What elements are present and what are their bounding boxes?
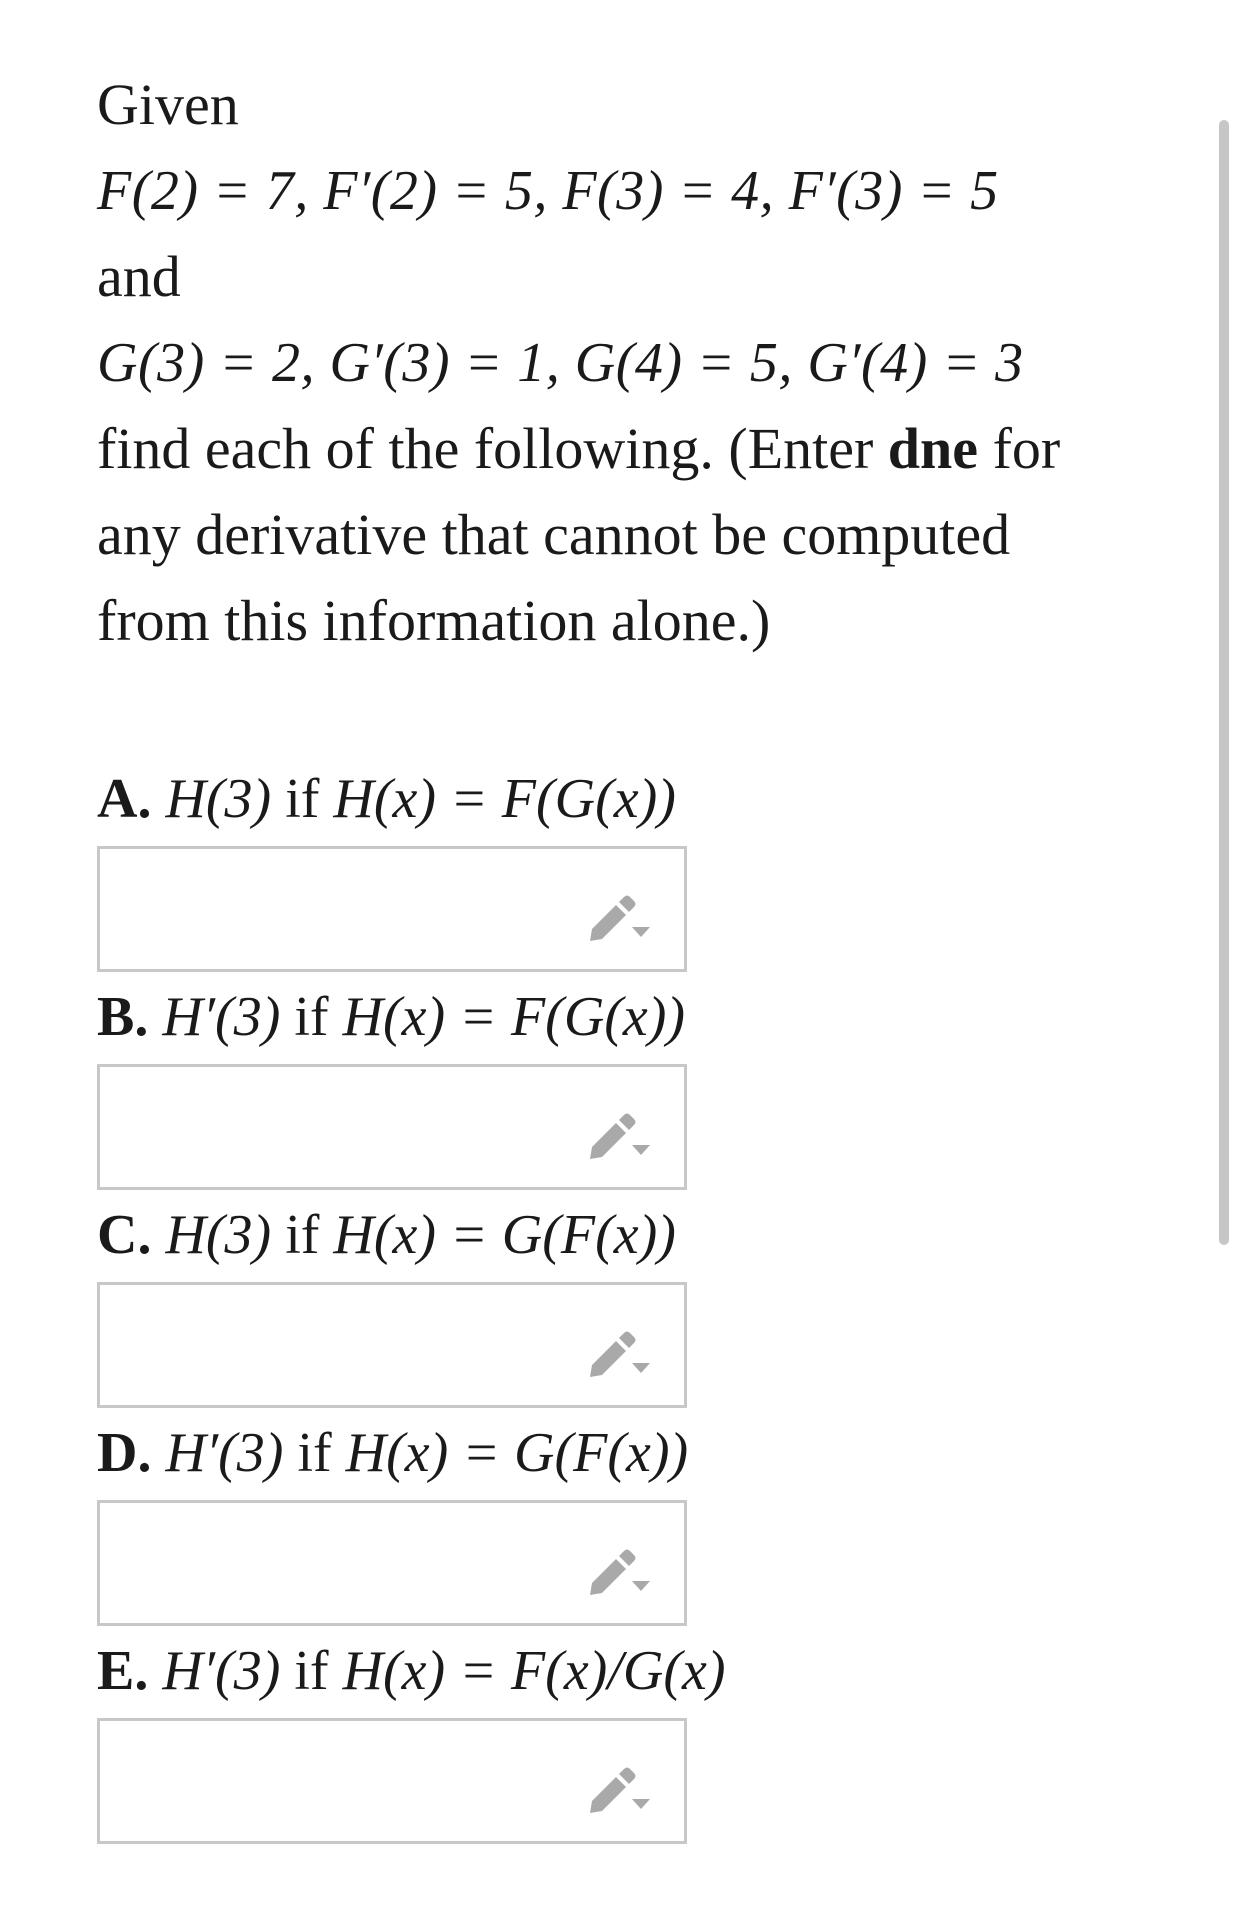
pencil-icon[interactable] [586, 1325, 652, 1377]
question-if: if [294, 986, 329, 1048]
question-d [97, 1418, 1137, 1626]
question-letter: A. [97, 768, 152, 830]
answer-box-e[interactable] [97, 1718, 687, 1844]
question-if: if [285, 1204, 320, 1266]
scrollbar-thumb[interactable] [1219, 120, 1229, 1245]
question-label [97, 1636, 1137, 1706]
problem-content [97, 62, 1137, 1854]
question-target: H′(3) [162, 1640, 281, 1702]
question-definition: H(x) = G(F(x)) [345, 1422, 689, 1484]
pencil-icon[interactable] [586, 1543, 652, 1595]
question-definition: H(x) = F(x)/G(x) [342, 1640, 726, 1702]
question-if: if [285, 768, 320, 830]
question-target: H′(3) [162, 986, 281, 1048]
question-if: if [294, 1640, 329, 1702]
instruction-text-after: for any derivative that cannot be computed from this information alone.) [97, 416, 1061, 653]
question-definition: H(x) = G(F(x)) [333, 1204, 676, 1266]
pencil-icon[interactable] [586, 1761, 652, 1813]
instruction-text-before: find each of the following. (Enter [97, 416, 888, 481]
spacer [97, 664, 1137, 764]
answer-box-d[interactable] [97, 1500, 687, 1626]
question-letter: B. [97, 986, 149, 1048]
question-target: H(3) [165, 1204, 272, 1266]
problem-intro: Given [97, 72, 239, 137]
question-c [97, 1200, 1137, 1408]
answer-box-a[interactable] [97, 846, 687, 972]
question-letter: E. [97, 1640, 149, 1702]
answer-box-c[interactable] [97, 1282, 687, 1408]
question-definition: H(x) = F(G(x)) [333, 768, 676, 830]
problem-connector: and [97, 244, 181, 309]
question-label [97, 982, 1137, 1052]
question-b [97, 982, 1137, 1190]
question-label [97, 1418, 1137, 1488]
question-letter: D. [97, 1422, 152, 1484]
question-a [97, 764, 1137, 972]
question-e [97, 1636, 1137, 1844]
f-values: F(2) = 7, F′(2) = 5, F(3) = 4, F′(3) = 5 [97, 160, 999, 222]
question-target: H(3) [165, 768, 272, 830]
problem-instructions [97, 406, 1137, 664]
question-if: if [297, 1422, 332, 1484]
question-letter: C. [97, 1204, 152, 1266]
pencil-icon[interactable] [586, 889, 652, 941]
answer-box-b[interactable] [97, 1064, 687, 1190]
g-values: G(3) = 2, G′(3) = 1, G(4) = 5, G′(4) = 3 [97, 332, 1024, 394]
question-definition: H(x) = F(G(x)) [342, 986, 686, 1048]
question-label [97, 764, 1137, 834]
pencil-icon[interactable] [586, 1107, 652, 1159]
question-label [97, 1200, 1137, 1270]
instruction-dne: dne [887, 416, 979, 481]
question-target: H′(3) [165, 1422, 284, 1484]
